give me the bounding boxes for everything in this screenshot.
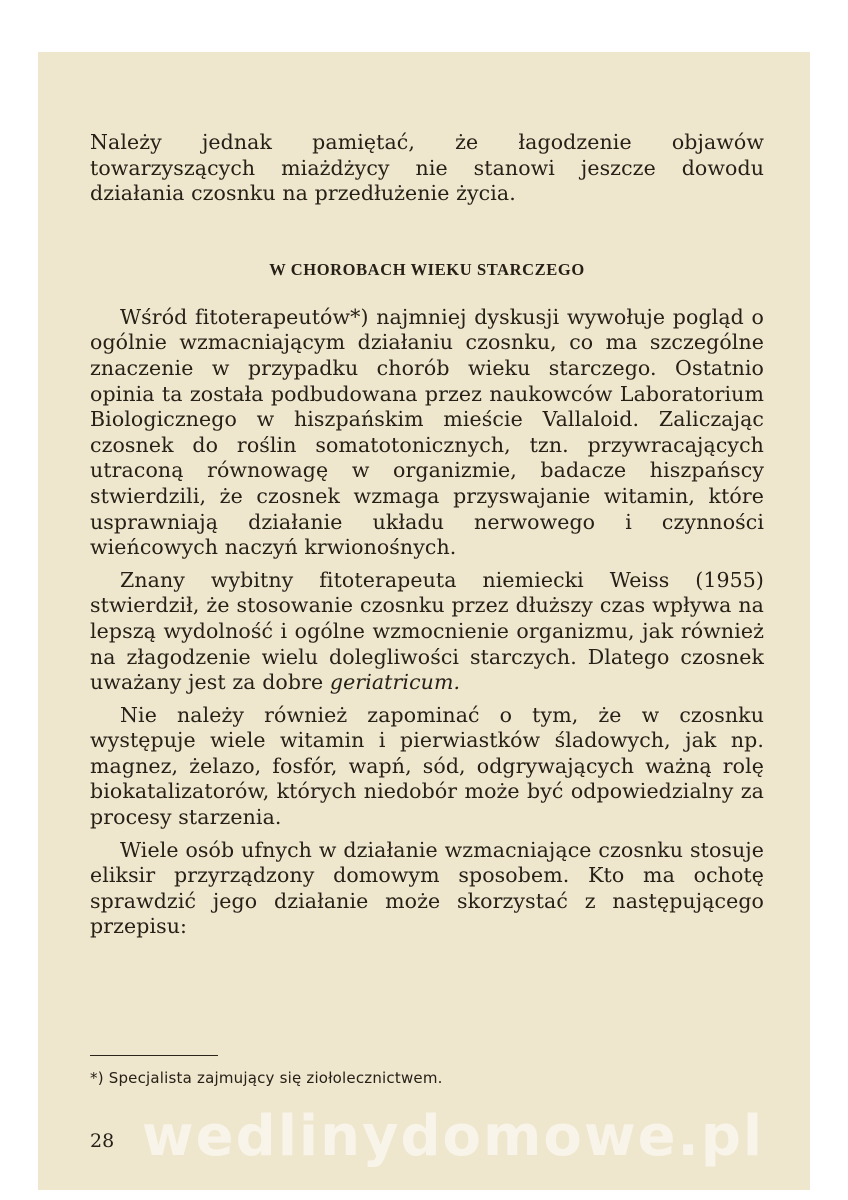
book-page [38,52,810,1190]
paragraph-eliksir: Wiele osób ufnych w działanie wzmacniające czosnku stosuje eliksir przyrządzony domowym sposobem. Kto ma ochotę sprawdzić jego działanie może skorzystać z następującego przepisu: [90,837,764,939]
section-heading: W CHOROBACH WIEKU STARCZEGO [269,259,585,279]
watermark: wedlinydomowe.pl [141,1104,765,1169]
page-number: 28 [90,1130,115,1152]
paragraph-fitoterapeuci: Wśród fitoterapeutów*) najmniej dyskusji wywołuje pogląd o ogólnie wzmacniającym działaniu czosnku, co ma szczególne znaczenie w przypadku chorób wieku starczego. Ostatnio opinia ta została podbudowana przez naukowców Laboratorium Biologicznego w hiszpańskim mieście Vallaloid. Zaliczając czosnek do roślin somatotonicznych, tzn. przywracających utraconą równowagę w organizmie, badacze hiszpańscy stwierdzili, że czosnek wzmaga przyswajanie witamin, które usprawniają działanie układu nerwowego i czynności wieńcowych naczyń krwionośnych. [90,304,764,560]
paragraph-witaminy: Nie należy również zapominać o tym, że w czosnku występuje wiele witamin i pierwiastków śladowych, jak np. magnez, żelazo, fosfór, wapń, sód, odgrywających ważną rolę biokatalizatorów, których niedobór może być odpowiedzialny za procesy starzenia. [90,702,764,830]
intro-paragraph: Należy jednak pamiętać, że łagodzenie objawów towarzyszących miażdżycy nie stanowi jeszcze dowodu działania czosnku na przedłużenie życia. [90,130,764,206]
footnote-rule [90,1055,218,1056]
paragraph-weiss [90,568,764,696]
paragraph-weiss-text: Znany wybitny fitoterapeuta niemiecki Weiss (1955) stwierdził, że stosowanie czosnku przez dłuższy czas wpływa na lepszą wydolność i ogólne wzmocnienie organizmu, jak również na złagodzenie wielu dolegliwości starczych. Dlatego czosnek uważany jest za dobre [90,567,764,695]
geriatricum-term: geriatricum. [329,670,461,695]
page-body [90,130,764,940]
footnote: *) Specjalista zajmujący się ziołolecznictwem. [90,1069,443,1087]
